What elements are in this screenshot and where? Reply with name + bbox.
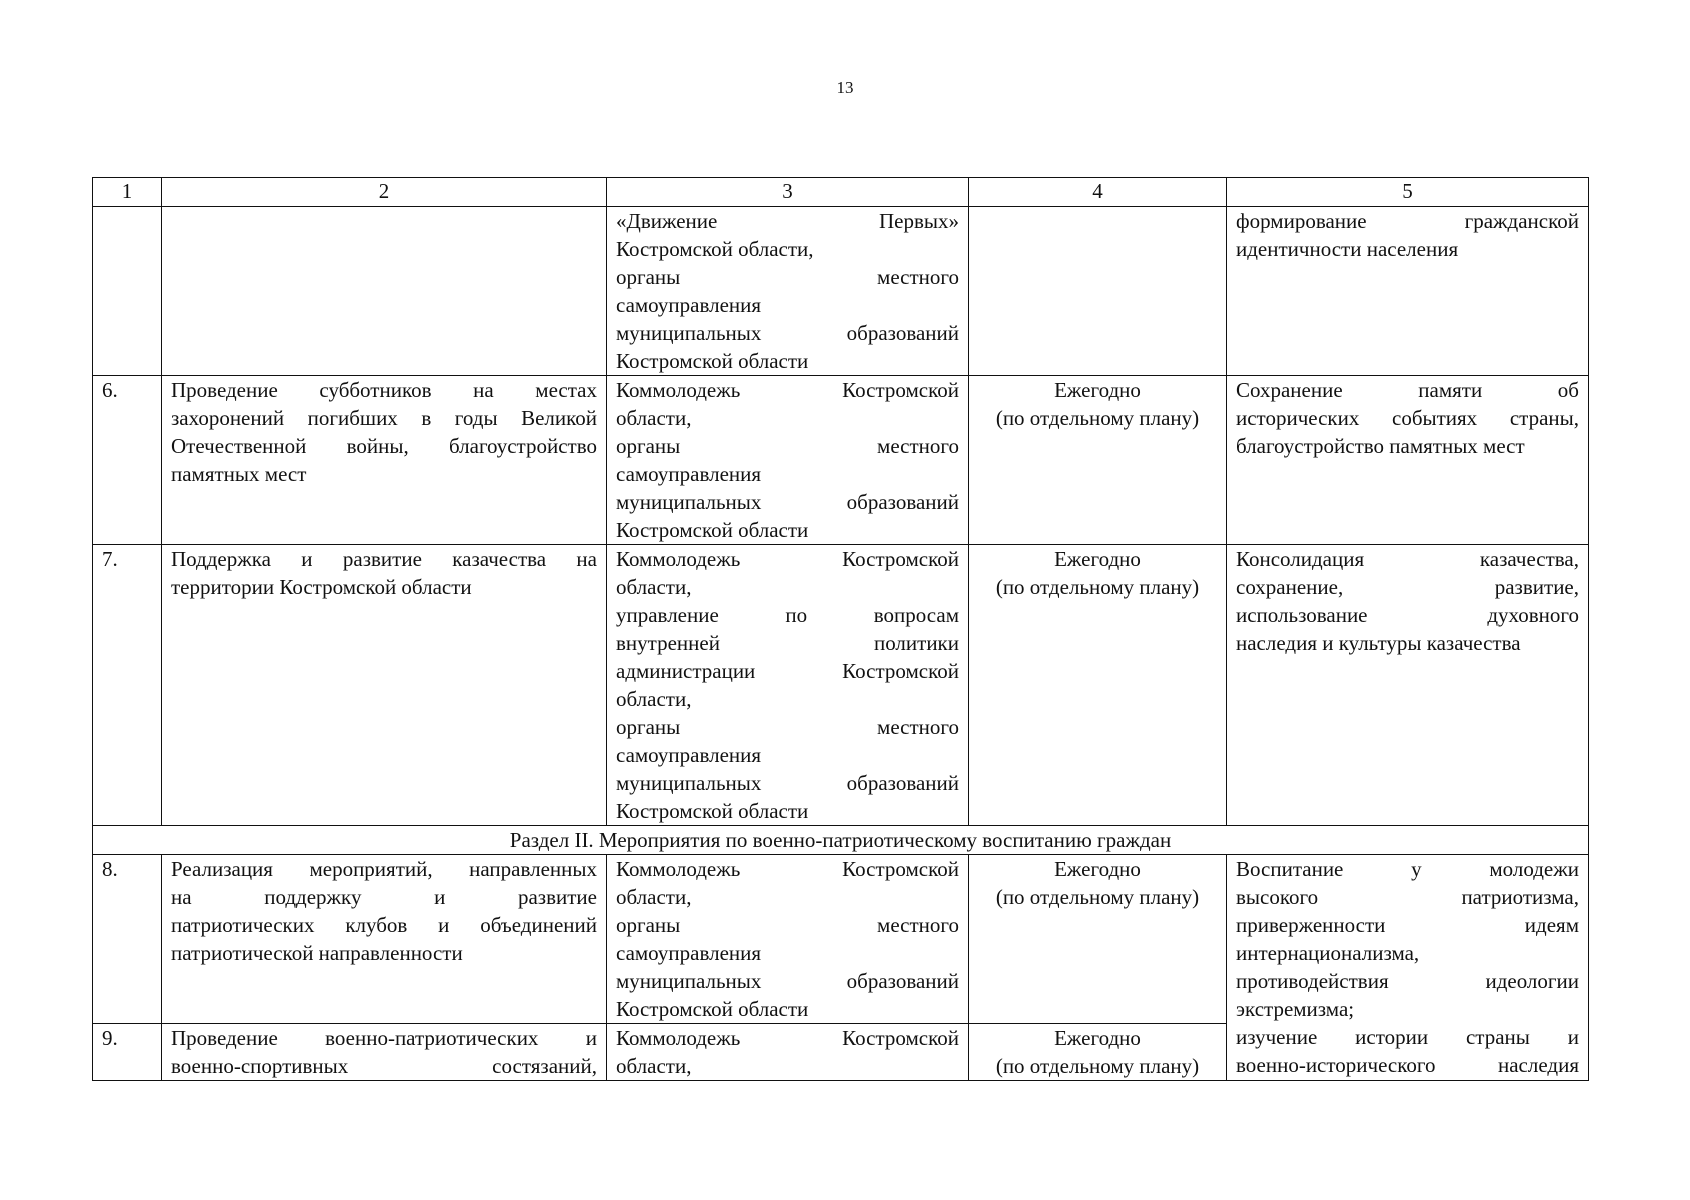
term: Ежегодно (по отдельному плану) bbox=[969, 1024, 1227, 1081]
column-number: 5 bbox=[1227, 178, 1589, 207]
expected-result: формирование гражданской идентичности населения bbox=[1227, 207, 1589, 376]
row-number: 8. bbox=[93, 855, 162, 1024]
row-number bbox=[93, 207, 162, 376]
table-row bbox=[93, 855, 1589, 1024]
events-table bbox=[92, 177, 1589, 1081]
row-number: 9. bbox=[93, 1024, 162, 1081]
expected-result: Консолидация казачества, сохранение, развитие, использование духовного наследия и культуры казачества bbox=[1227, 545, 1589, 826]
table-row bbox=[93, 376, 1589, 545]
column-number: 2 bbox=[162, 178, 607, 207]
table-row bbox=[93, 207, 1589, 376]
table-row bbox=[93, 545, 1589, 826]
term bbox=[969, 207, 1227, 376]
section-header-row bbox=[93, 826, 1589, 855]
term: Ежегодно (по отдельному плану) bbox=[969, 376, 1227, 545]
event-name: Реализация мероприятий, направленных на поддержку и развитие патриотических клубов и объединений патриотической направленности bbox=[162, 855, 607, 1024]
column-number-row bbox=[93, 178, 1589, 207]
row-number: 6. bbox=[93, 376, 162, 545]
column-number: 1 bbox=[93, 178, 162, 207]
row-number: 7. bbox=[93, 545, 162, 826]
event-name: Проведение военно-патриотических и военно-спортивных состязаний, bbox=[162, 1024, 607, 1081]
expected-result: Сохранение памяти об исторических событиях страны, благоустройство памятных мест bbox=[1227, 376, 1589, 545]
event-name: Поддержка и развитие казачества на территории Костромской области bbox=[162, 545, 607, 826]
column-number: 4 bbox=[969, 178, 1227, 207]
executors: Коммолодежь Костромской области, органы местного самоуправления муниципальных образований Костромской области bbox=[607, 855, 969, 1024]
executors: Коммолодежь Костромской области, bbox=[607, 1024, 969, 1081]
executors: «Движение Первых» Костромской области, органы местного самоуправления муниципальных образований Костромской области bbox=[607, 207, 969, 376]
executors: Коммолодежь Костромской области, управление по вопросам внутренней политики администрации Костромской области, органы местного самоуправления муниципальных образований Костромской области bbox=[607, 545, 969, 826]
column-number: 3 bbox=[607, 178, 969, 207]
expected-result: Воспитание у молодежи высокого патриотизма, приверженности идеям интернационализма, противодействия идеологии экстремизма; изучение истории страны и военно-исторического наследия bbox=[1227, 855, 1589, 1081]
term: Ежегодно (по отдельному плану) bbox=[969, 545, 1227, 826]
event-name: Проведение субботников на местах захоронений погибших в годы Великой Отечественной войны, благоустройство памятных мест bbox=[162, 376, 607, 545]
section-title: Раздел II. Мероприятия по военно-патриотическому воспитанию граждан bbox=[93, 826, 1589, 855]
executors: Коммолодежь Костромской области, органы местного самоуправления муниципальных образований Костромской области bbox=[607, 376, 969, 545]
term: Ежегодно (по отдельному плану) bbox=[969, 855, 1227, 1024]
event-name bbox=[162, 207, 607, 376]
page-number: 13 bbox=[836, 78, 854, 97]
